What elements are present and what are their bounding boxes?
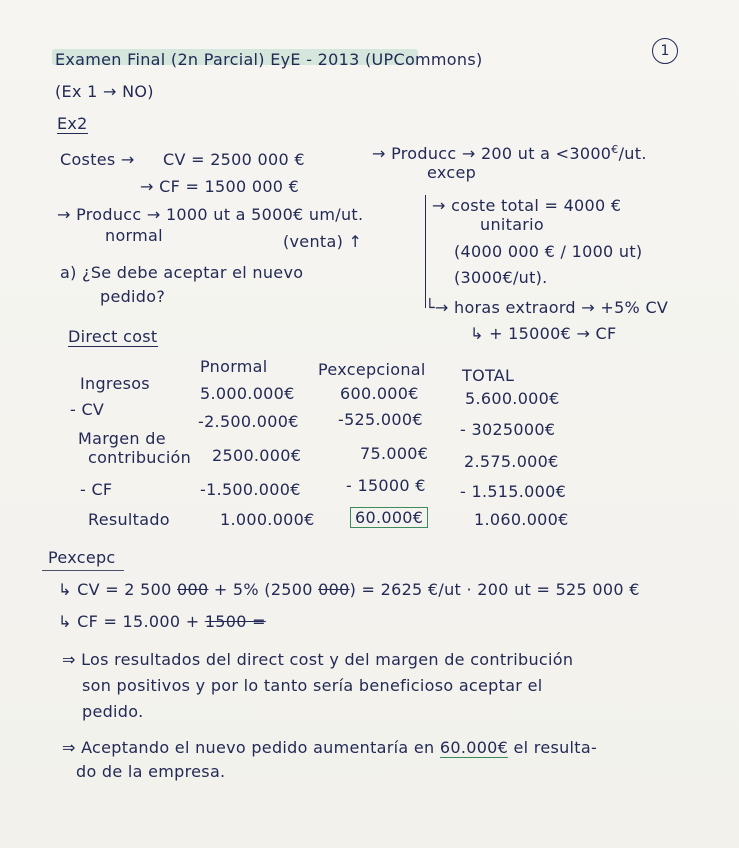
conclusion-2-line2: do de la empresa. — [76, 762, 226, 781]
pexcepc-heading: Pexcepc — [48, 548, 116, 567]
row-ingresos-normal: 5.000.000€ — [200, 384, 295, 403]
row-ingresos-label: Ingresos — [80, 374, 150, 393]
coste-calc-1: (4000 000 € / 1000 ut) — [454, 242, 643, 261]
coste-unitario: unitario — [480, 215, 545, 234]
conclusion-1-line1: ⇒ Los resultados del direct cost y del margen de contribución — [62, 650, 574, 669]
venta-note: (venta) ↑ — [283, 232, 363, 251]
pexcepc-underline — [42, 570, 124, 571]
row-resultado-excep: 60.000€ — [350, 507, 428, 528]
row-cv-total: - 3025000€ — [460, 420, 556, 439]
row-cv-excep: -525.000€ — [338, 410, 423, 429]
pexcepc-cf-line: ↳ CF = 15.000 + 1500 = — [58, 612, 266, 631]
row-cf-label: - CF — [80, 480, 113, 499]
conclusion-1-line2: son positivos y por lo tanto sería beneficioso aceptar el — [82, 676, 543, 695]
row-margen-normal: 2500.000€ — [212, 446, 302, 465]
row-cf-excep: - 15000 € — [346, 476, 426, 495]
conclusion-2-line1: ⇒ Aceptando el nuevo pedido aumentaría en 60.000€ el resulta- — [62, 738, 598, 757]
col-normal-header: Pnormal — [200, 357, 268, 376]
costes-label: Costes → — [60, 150, 135, 169]
direct-cost-heading: Direct cost — [68, 327, 158, 346]
produccion-normal-line1: → Producc → 1000 ut a 5000€ um/ut. — [57, 205, 364, 224]
page-title: Examen Final (2n Parcial) EyE - 2013 (UPCommons) — [55, 50, 483, 69]
coste-calc-2: (3000€/ut). — [454, 268, 548, 287]
conclusion-1-line3: pedido. — [82, 702, 144, 721]
row-margen-excep: 75.000€ — [360, 444, 429, 463]
row-ingresos-excep: 600.000€ — [340, 384, 419, 403]
produccion-excep-label: excep — [427, 163, 477, 182]
conclusion-2-amount: 60.000€ — [439, 738, 509, 757]
question-line2: pedido? — [100, 287, 166, 306]
row-margen-label: Margen de — [78, 429, 166, 448]
row-margen-total: 2.575.000€ — [464, 452, 559, 471]
row-ingresos-total: 5.600.000€ — [465, 389, 560, 408]
row-resultado-total: 1.060.000€ — [474, 510, 569, 529]
horas-extra: └→ horas extraord → +5% CV — [425, 298, 669, 317]
col-total-header: TOTAL — [462, 366, 515, 385]
coste-total: → coste total = 4000 € — [432, 196, 622, 215]
row-resultado-label: Resultado — [88, 510, 170, 529]
row-cf-normal: -1.500.000€ — [200, 480, 301, 499]
bracket-line — [425, 195, 426, 308]
col-excep-header: Pexcepcional — [318, 360, 426, 379]
exercise-1-note: (Ex 1 → NO) — [55, 82, 154, 101]
costes-cf: → CF = 1500 000 € — [140, 177, 300, 196]
exercise-2-heading: Ex2 — [57, 114, 88, 133]
produccion-normal-label: normal — [105, 226, 163, 245]
row-cv-normal: -2.500.000€ — [198, 412, 299, 431]
row-cv-label: - CV — [70, 400, 105, 419]
horas-extra-cf: ↳ + 15000€ → CF — [470, 324, 617, 343]
produccion-excep-line1: → Producc → 200 ut a <3000€/ut. — [372, 143, 647, 163]
row-cf-total: - 1.515.000€ — [460, 482, 567, 501]
row-margen-label2: contribución — [88, 448, 192, 467]
pexcepc-cv-line: ↳ CV = 2 500 000 + 5% (2500 000) = 2625 €/ut · 200 ut = 525 000 € — [58, 580, 640, 599]
row-resultado-normal: 1.000.000€ — [220, 510, 315, 529]
question-line1: a) ¿Se debe aceptar el nuevo — [60, 263, 304, 282]
costes-cv: CV = 2500 000 € — [163, 150, 305, 169]
page-number: 1 — [652, 38, 678, 64]
